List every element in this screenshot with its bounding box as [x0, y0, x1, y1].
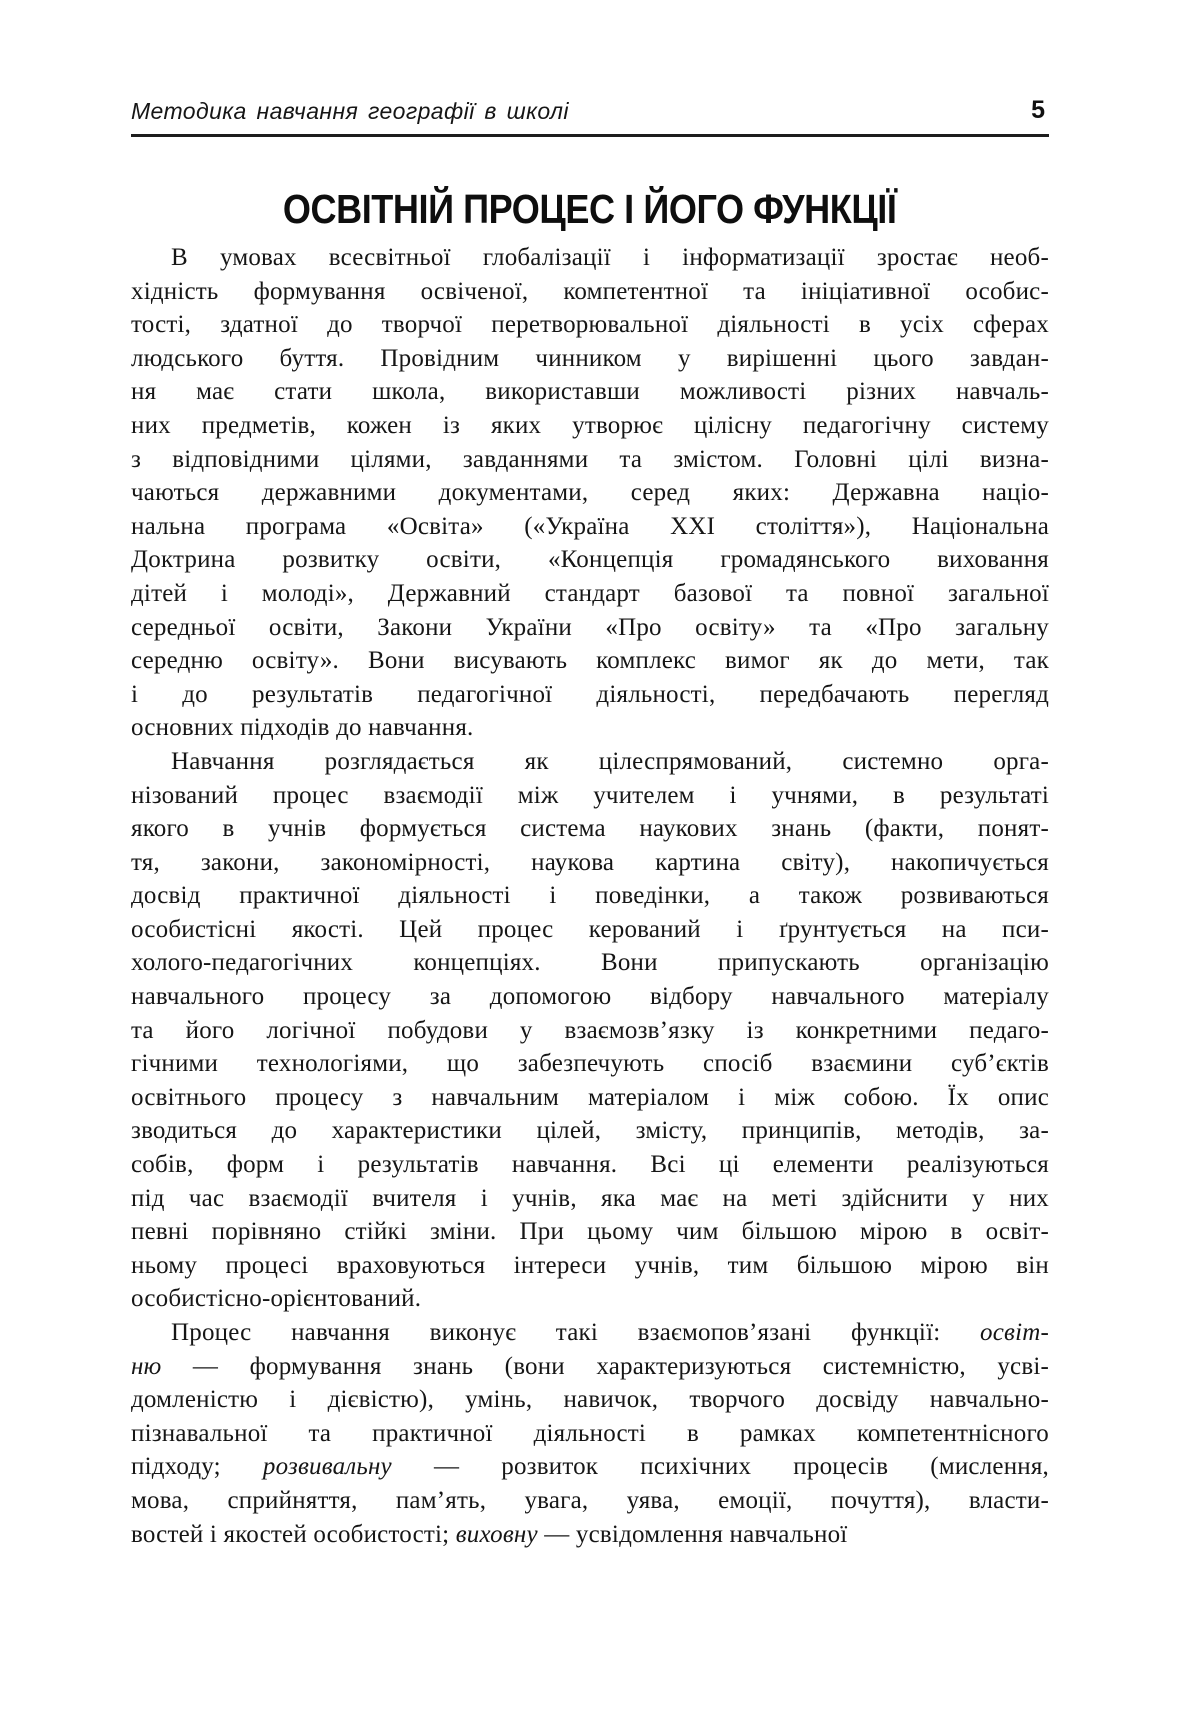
body-text-segment: — розвиток психічних процесів (мислення, [391, 1453, 1049, 1481]
body-line [131, 375, 1049, 409]
body-line [131, 1081, 1049, 1115]
body-line [131, 275, 1049, 309]
body-text-segment: освітнього процесу з навчальним матеріалом і між собою. Їх опис [131, 1083, 1049, 1111]
paragraph [131, 241, 1049, 745]
body-line [131, 1182, 1049, 1216]
body-text-segment: особистісно-орієнтований. [131, 1285, 422, 1313]
body-line [131, 711, 1049, 745]
body-line [131, 577, 1049, 611]
body-text-segment: тості, здатної до творчої перетворювальної діяльності в усіх сферах [131, 311, 1049, 339]
body-text-segment: востей і якостей особистості; [131, 1520, 456, 1548]
body-text-segment: пізнавальної та практичної діяльності в рамках компетентнісного [131, 1419, 1049, 1447]
body-text-segment: В умовах всесвітньої глобалізації і інформатизації зростає необ- [171, 244, 1049, 271]
paragraph [131, 1316, 1049, 1551]
body-text-segment: Процес навчання виконує такі взаємопов’язані функції: [171, 1319, 981, 1346]
body-text-segment: нізований процес взаємодії між учителем і учнями, в результаті [131, 781, 1049, 809]
body-text-segment: та його логічної побудови у взаємозв’язку із конкретними педаго- [131, 1016, 1049, 1044]
body-text-segment: якого в учнів формується система наукових знань (факти, понят- [131, 815, 1049, 843]
body-text-segment: — формування знань (вони характеризуються системністю, усві- [161, 1352, 1049, 1380]
body-text-segment: Навчання розглядається як цілеспрямований, системно орга- [171, 747, 1049, 775]
body-line [131, 1014, 1049, 1048]
body-line [131, 678, 1049, 712]
page-title-text: ОСВІТНІЙ ПРОЦЕС І ЙОГО ФУНКЦІЇ [283, 186, 897, 232]
body-line [131, 241, 1049, 275]
page-title [131, 187, 1049, 231]
body-line [131, 879, 1049, 913]
body-line [131, 1450, 1049, 1484]
body-line [131, 1249, 1049, 1283]
body-line [131, 1518, 1049, 1552]
body-text-segment: — усвідомлення навчальної [537, 1520, 848, 1548]
body-text-segment: хідність формування освіченої, компетентної та ініціативної особис- [131, 277, 1049, 305]
body-text-segment: середньої освіти, Закони України «Про освіту» та «Про загальну [131, 613, 1049, 641]
body-text-segment: досвід практичної діяльності і поведінки, а також розвиваються [131, 882, 1049, 910]
body-line [131, 1350, 1049, 1384]
body-text [131, 241, 1049, 1551]
body-line [131, 913, 1049, 947]
body-text-segment: зводиться до характеристики цілей, змісту, принципів, методів, за- [131, 1117, 1049, 1145]
body-text-segment: холого-педагогічних концепціях. Вони припускають організацію [131, 949, 1049, 977]
body-text-segment: середню освіту». Вони висувають комплекс вимог як до мети, так [131, 647, 1049, 675]
body-text-italic-segment: ню [131, 1352, 162, 1380]
page-number: 5 [1031, 96, 1045, 124]
body-text-segment: навчального процесу за допомогою відбору навчального матеріалу [131, 983, 1049, 1011]
body-line [131, 1047, 1049, 1081]
body-line [131, 308, 1049, 342]
body-line [131, 946, 1049, 980]
running-header [131, 96, 1049, 137]
body-text-italic-segment: виховну [455, 1520, 538, 1548]
body-text-segment: і до результатів педагогічної діяльності, передбачають перегляд [131, 680, 1049, 708]
body-line [131, 1484, 1049, 1518]
body-text-segment: з відповідними цілями, завданнями та змістом. Головні цілі визна- [131, 445, 1049, 473]
body-line [131, 409, 1049, 443]
body-line [131, 846, 1049, 880]
body-line [131, 476, 1049, 510]
body-text-segment: собів, форм і результатів навчання. Всі ці елементи реалізуються [131, 1151, 1049, 1179]
body-line [131, 611, 1049, 645]
body-line [131, 543, 1049, 577]
body-text-italic-segment: розвивальну [262, 1453, 392, 1481]
body-text-segment: домленістю і дієвістю), умінь, навичок, творчого досвіду навчально- [131, 1386, 1049, 1414]
paragraph [131, 745, 1049, 1316]
body-text-segment: основних підходів до навчання. [131, 714, 474, 742]
body-text-segment: ньому процесі враховуються інтереси учнів, тим більшою мірою він [131, 1251, 1049, 1279]
body-text-segment: нальна програма «Освіта» («Україна ХХІ століття»), Національна [131, 512, 1049, 540]
body-text-segment: ня має стати школа, використавши можливості різних навчаль- [131, 378, 1049, 406]
body-line [131, 745, 1049, 779]
body-line [131, 812, 1049, 846]
body-text-segment: Доктрина розвитку освіти, «Концепція громадянського виховання [131, 546, 1049, 574]
body-text-segment: мова, сприйняття, пам’ять, увага, уява, емоції, почуття), власти- [131, 1486, 1049, 1514]
running-title: Методика навчання географії в школі [131, 98, 569, 124]
body-text-segment: чаються державними документами, серед яких: Державна націо- [131, 479, 1049, 507]
body-text-segment: людського буття. Провідним чинником у вирішенні цього завдан- [131, 344, 1049, 372]
body-line [131, 1316, 1049, 1350]
body-text-italic-segment: освіт- [980, 1319, 1049, 1346]
body-line [131, 1215, 1049, 1249]
body-text-segment: особистісні якості. Цей процес керований і ґрунтується на пси- [131, 915, 1049, 943]
body-line [131, 779, 1049, 813]
page-content [131, 0, 1049, 1551]
body-line [131, 644, 1049, 678]
body-text-segment: тя, закони, закономірності, наукова картина світу), накопичується [131, 848, 1049, 876]
body-text-segment: дітей і молоді», Державний стандарт базової та повної загальної [131, 579, 1049, 607]
body-line [131, 1417, 1049, 1451]
body-text-segment: під час взаємодії вчителя і учнів, яка має на меті здійснити у них [131, 1184, 1049, 1212]
body-line [131, 1148, 1049, 1182]
body-line [131, 342, 1049, 376]
body-text-segment: певні порівняно стійкі зміни. При цьому чим більшою мірою в освіт- [131, 1218, 1049, 1246]
body-text-segment: гічними технологіями, що забезпечують спосіб взаємини суб’єктів [131, 1050, 1049, 1078]
body-line [131, 1383, 1049, 1417]
body-text-segment: них предметів, кожен із яких утворює цілісну педагогічну систему [131, 411, 1049, 439]
body-line [131, 1114, 1049, 1148]
body-line [131, 443, 1049, 477]
body-line [131, 980, 1049, 1014]
body-line [131, 510, 1049, 544]
body-line [131, 1282, 1049, 1316]
body-text-segment: підходу; [131, 1453, 263, 1481]
